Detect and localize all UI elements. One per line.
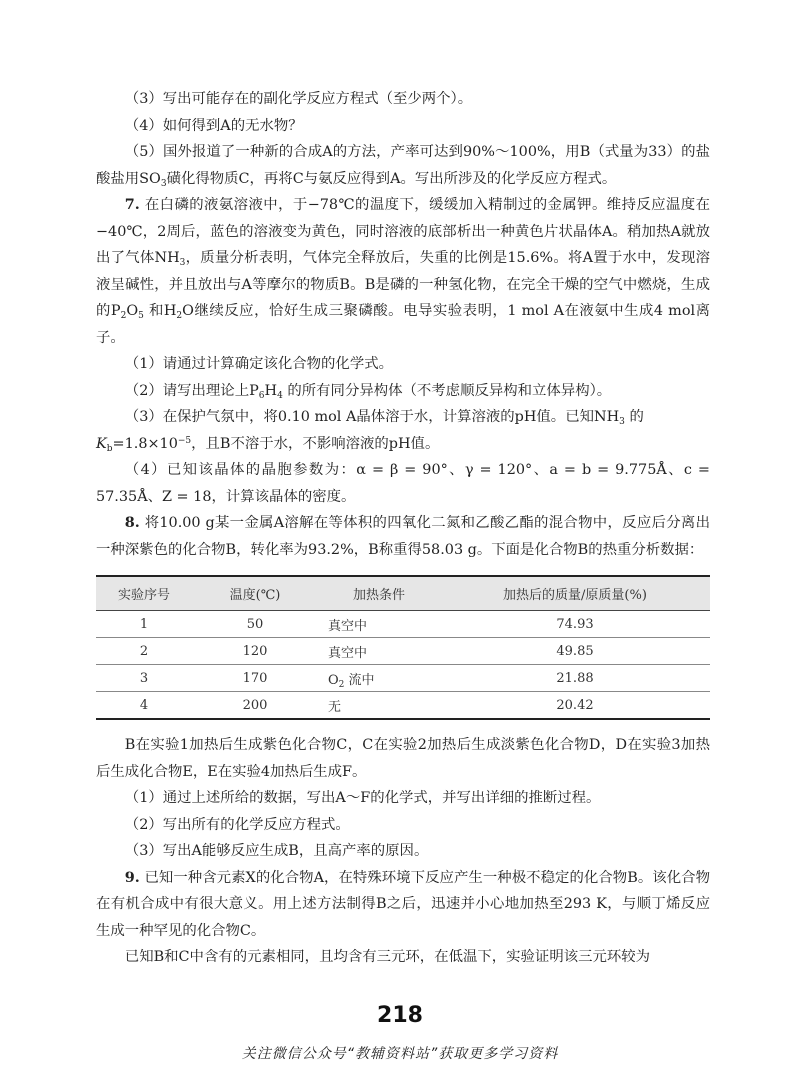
cell-temp: 170 <box>192 665 318 692</box>
problem-9-last: 已知B和C中含有的元素相同，且均含有三元环，在低温下，实验证明该三元环较为 <box>124 949 651 965</box>
problem-8-q1: （1）通过上述所给的数据，写出A～F的化学式，并写出详细的推断过程。 <box>124 790 601 806</box>
cell-ratio: 20.42 <box>440 692 710 720</box>
table-row <box>96 692 710 720</box>
cell-condition: 真空中 <box>318 638 440 665</box>
table-row <box>96 665 710 692</box>
col-header-ratio: 加热后的质量/原质量(%) <box>503 588 647 603</box>
footer-note: 关注微信公众号“教辅资料站”获取更多学习资料 <box>241 1046 559 1062</box>
q4-line: （4）如何得到A的无水物？ <box>124 117 303 134</box>
col-header-id: 实验序号 <box>117 588 170 603</box>
q5-paragraph: （5）国外报道了一种新的合成A的方法，产率可达到90%～100%，用B（式量为33）的盐酸盐用$SO_3$磺化得物质C，再将C与氨反应得到A。写出所涉及的化学反应方程式。 <box>96 144 710 189</box>
cell-condition: 真空中 <box>318 611 440 638</box>
cell-id: 1 <box>96 611 192 638</box>
problem-9-paragraph: 9. 已知一种含元素X的化合物A，在特殊环境下反应产生一种极不稳定的化合物B。该化合物在有机合成中有很大意义。用上述方法制得B之后，迅速并小心地加热至293 K，与顺丁烯反应生成一种罕见的化合物C。 <box>96 868 710 939</box>
problem-8-paragraph: 8. 将10.00 g某一金属A溶解在等体积的四氧化二氮和乙酸乙酯的混合物中，反应后分离出一种深紫色的化合物B，转化率为93.2%，B称重得58.03 g。下面是化合物B的热重分析数据： <box>96 514 710 558</box>
table-header-row <box>96 576 710 611</box>
col-header-temp: 温度(℃) <box>229 588 281 603</box>
cell-condition: $O_2$ 流中 <box>318 665 440 692</box>
cell-ratio: 49.85 <box>440 638 710 665</box>
q3-line: （3）写出可能存在的副化学反应方程式（至少两个）。 <box>124 91 473 107</box>
problem-7-q2: （2）请写出理论上$P_6H_4$ 的所有同分异构体（不考虑顺反异构和立体异构）。 <box>124 382 612 401</box>
cell-temp: 50 <box>192 611 318 638</box>
problem-8-q2: （2）写出所有的化学反应方程式。 <box>124 816 350 833</box>
cell-id: 2 <box>96 638 192 665</box>
col-header-condition: 加热条件 <box>352 588 405 603</box>
cell-id: 3 <box>96 665 192 692</box>
cell-temp: 120 <box>192 638 318 665</box>
problem-8-after: B在实验1加热后生成紫色化合物C，C在实验2加热后生成淡紫色化合物D，D在实验3加热后生成化合物E，E在实验4加热后生成F。 <box>96 737 710 780</box>
problem-7-q4: （4）已知该晶体的晶胞参数为：α = β = 90°、γ = 120°、a = b = 9.775Å、c = 57.35Å、Z = 18，计算该晶体的密度。 <box>96 462 710 505</box>
cell-temp: 200 <box>192 692 318 720</box>
problem-7-paragraph: 7. 在白磷的液氨溶液中，于−78℃的温度下，缓缓加入精制过的金属钾。维持反应温度在−40℃，2周后，蓝色的溶液变为黄色，同时溶液的底部析出一种黄色片状晶体A。稍加热A就放出了气体$NH_3$，质量分析表明，气体完全释放后，失重的比例是15.6%。将A置于水中，发现溶液呈碱性，并且放出与A等摩尔的物质B。B是磷的一种氢化物，在完全干燥的空气中燃烧，生成的$P_2O_5$ 和$H_2O$继续反应，恰好生成三聚磷酸。电导实验表明，1 mol A在液氨中生成4 mol离子。 <box>96 196 710 346</box>
table-row <box>96 638 710 665</box>
cell-id: 4 <box>96 692 192 720</box>
page-number: 218 <box>377 1003 423 1028</box>
problem-7-q3: （3）在保护气氛中，将0.10 mol A晶体溶于水，计算溶液的pH值。已知$NH_3$ 的 $K_b=1.8\times 10^{-5}$，且B不溶于水，不影响溶液的pH值。 <box>96 409 644 454</box>
page-content <box>96 86 710 971</box>
problem-8-number: 8. <box>124 514 140 531</box>
problem-7-number: 7. <box>124 196 140 213</box>
table-row <box>96 611 710 638</box>
thermogravimetric-table <box>96 575 710 720</box>
problem-7-q1: （1）请通过计算确定该化合物的化学式。 <box>124 356 393 372</box>
cell-condition: 无 <box>318 692 440 720</box>
cell-ratio: 21.88 <box>440 665 710 692</box>
cell-ratio: 74.93 <box>440 611 710 638</box>
problem-9-number: 9. <box>124 868 140 886</box>
problem-8-q3: （3）写出A能够反应生成B，且高产率的原因。 <box>124 843 429 859</box>
